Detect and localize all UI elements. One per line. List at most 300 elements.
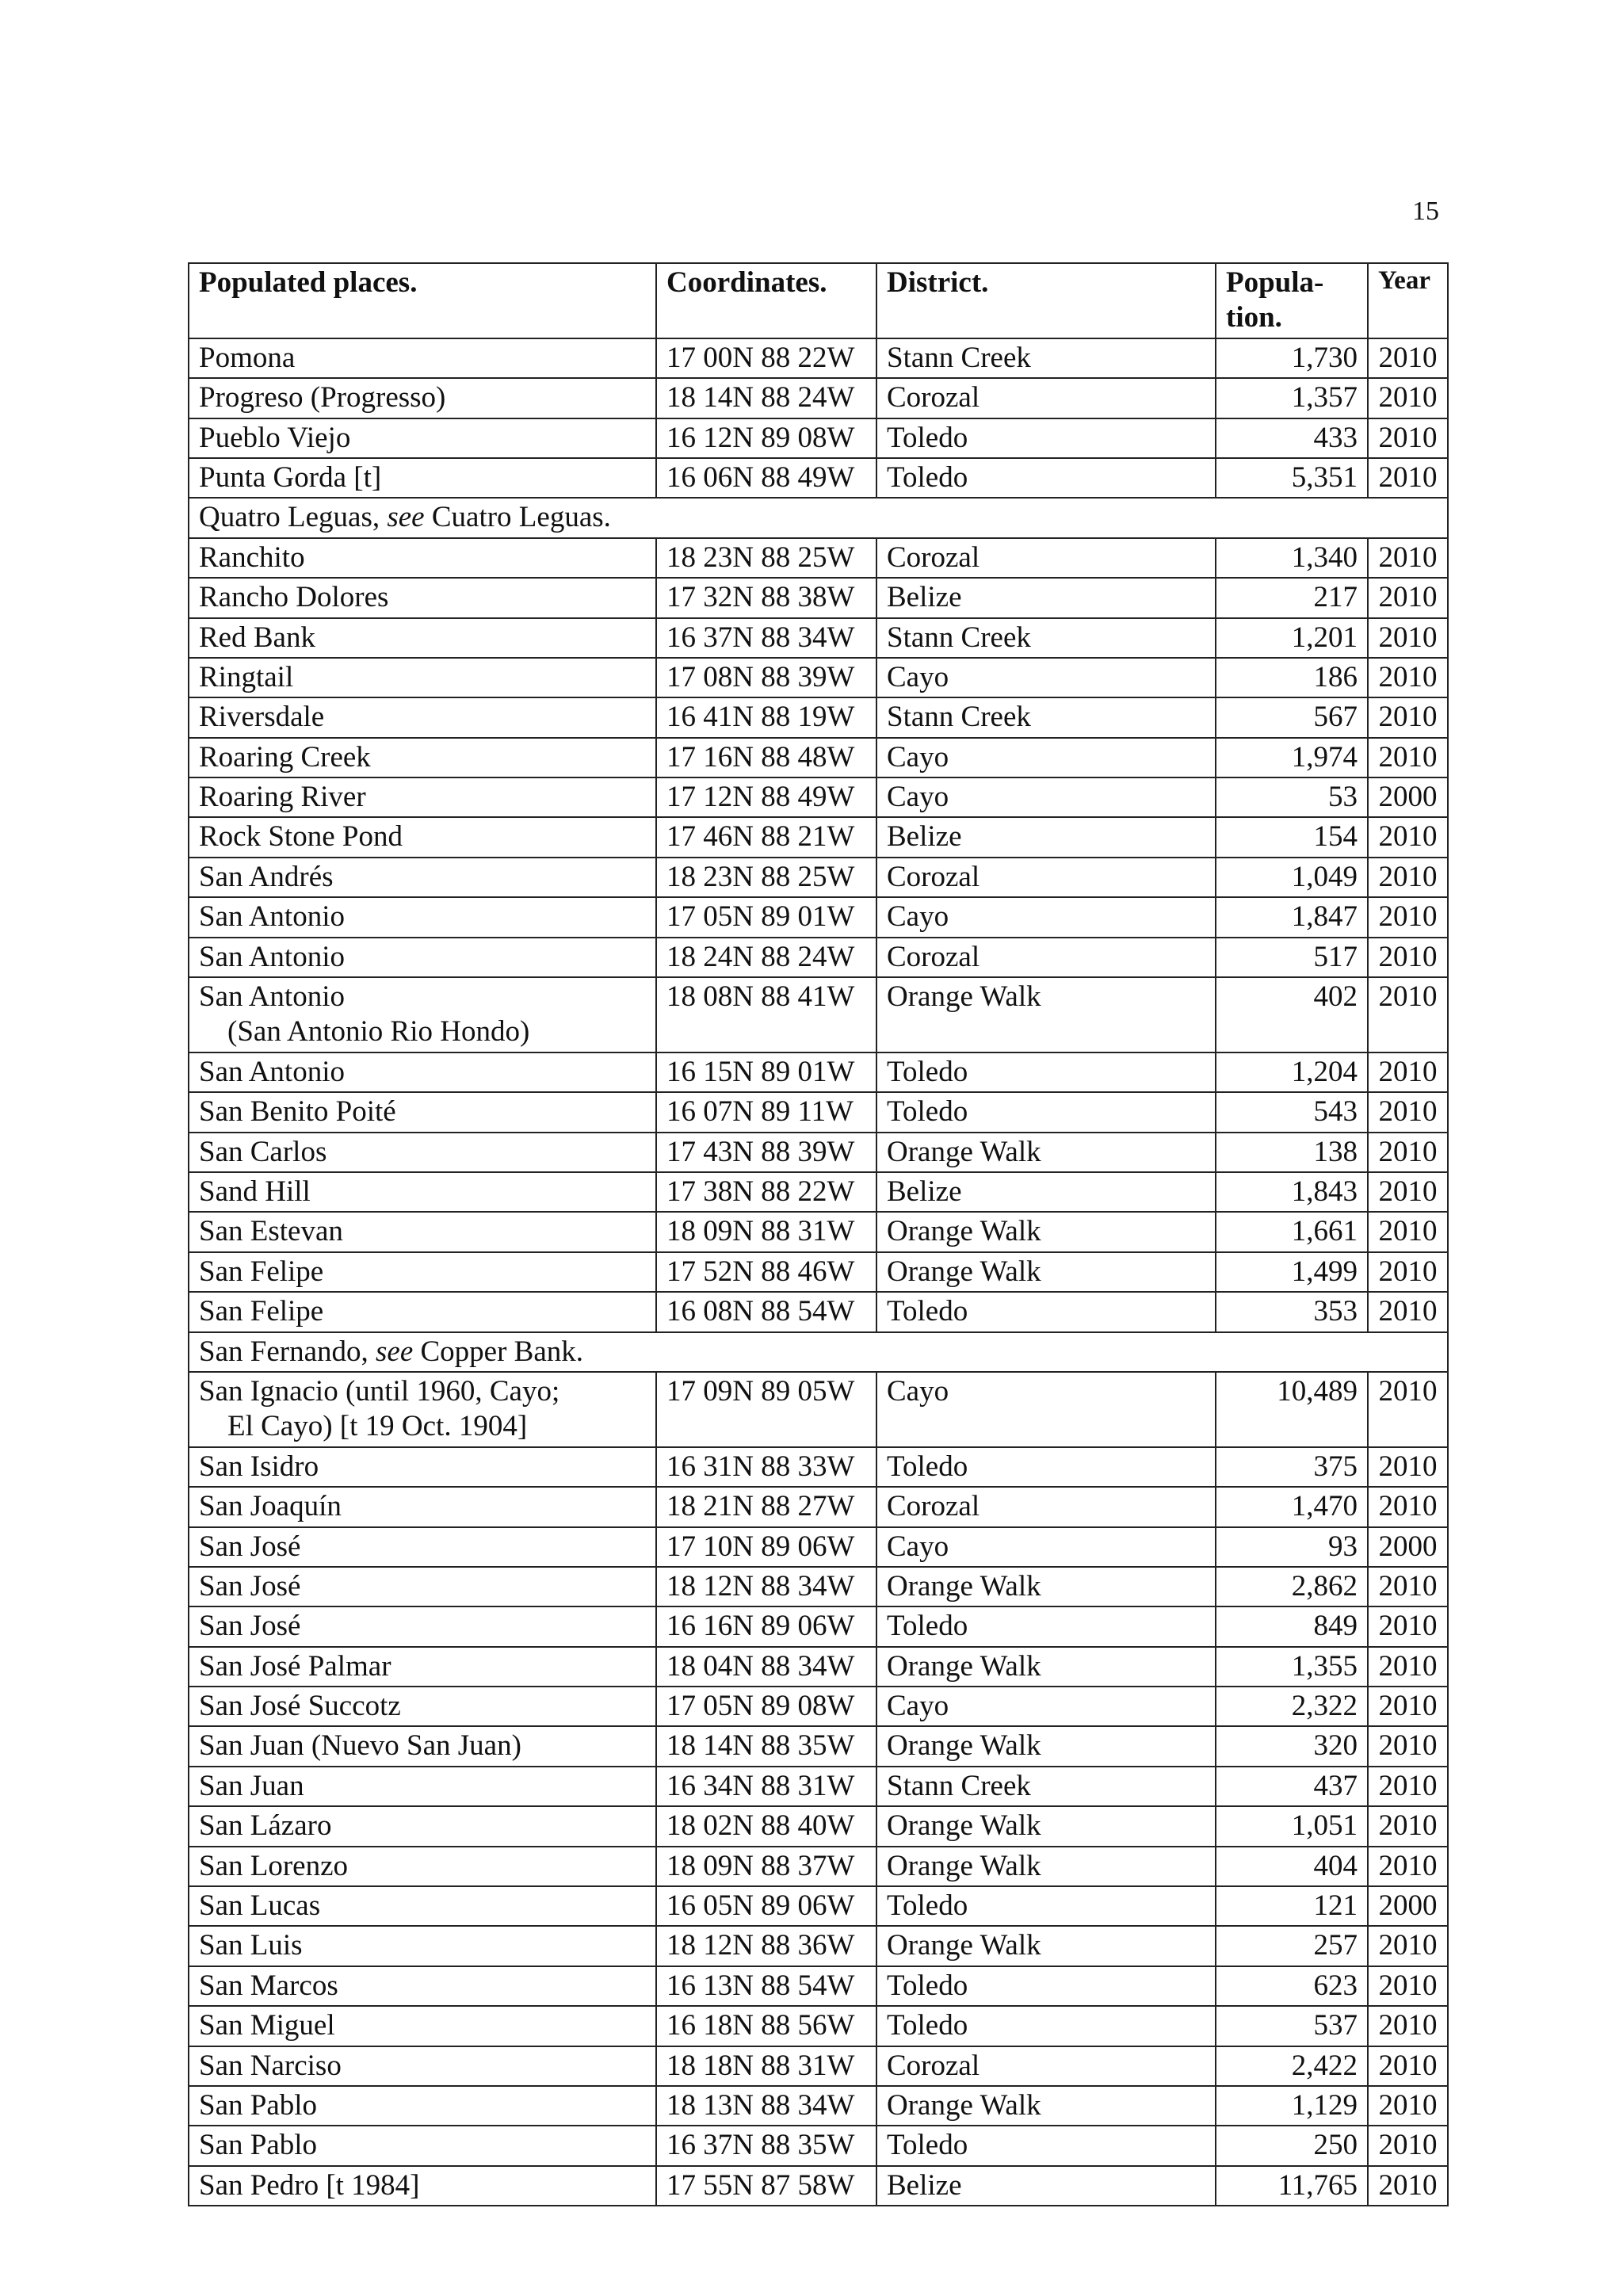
place-name: San José xyxy=(199,1530,301,1563)
district-cell: Stann Creek xyxy=(876,697,1216,737)
place-name: San Marcos xyxy=(199,1969,338,2002)
coordinates-cell: 16 15N 89 01W xyxy=(656,1052,876,1092)
year-cell: 2000 xyxy=(1368,1886,1448,1926)
population-cell: 1,355 xyxy=(1216,1647,1368,1687)
year-cell: 2010 xyxy=(1368,458,1448,498)
place-name: San Lorenzo xyxy=(199,1849,349,1882)
place-name-cell xyxy=(189,538,656,578)
place-name: San Narciso xyxy=(199,2049,342,2082)
cross-reference-place: Quatro Leguas, xyxy=(199,501,388,534)
table-row xyxy=(189,378,1448,418)
coordinates-cell: 16 41N 88 19W xyxy=(656,697,876,737)
population-cell: 5,351 xyxy=(1216,458,1368,498)
year-cell: 2010 xyxy=(1368,1372,1448,1447)
year-cell: 2010 xyxy=(1368,1092,1448,1132)
cross-reference-text xyxy=(189,498,1448,537)
table-header-row xyxy=(189,263,1448,338)
place-name-cell xyxy=(189,1292,656,1331)
population-cell: 1,730 xyxy=(1216,338,1368,378)
place-name: Roaring Creek xyxy=(199,740,371,774)
cross-reference-row xyxy=(189,498,1448,537)
district-cell: Corozal xyxy=(876,2046,1216,2086)
population-cell: 567 xyxy=(1216,697,1368,737)
place-name-continuation: (San Antonio Rio Hondo) xyxy=(227,1015,530,1049)
place-name-cell xyxy=(189,858,656,897)
table-row xyxy=(189,938,1448,977)
population-cell: 1,661 xyxy=(1216,1212,1368,1251)
district-cell: Cayo xyxy=(876,897,1216,937)
place-name-cell xyxy=(189,338,656,378)
table-body xyxy=(189,338,1448,2206)
coordinates-cell: 17 46N 88 21W xyxy=(656,817,876,857)
place-name: Pueblo Viejo xyxy=(199,421,351,454)
year-cell: 2010 xyxy=(1368,1647,1448,1687)
table-row xyxy=(189,1252,1448,1292)
coordinates-cell: 16 13N 88 54W xyxy=(656,1966,876,2006)
place-name-cell xyxy=(189,2166,656,2206)
population-cell: 121 xyxy=(1216,1886,1368,1926)
population-cell: 1,051 xyxy=(1216,1806,1368,1846)
table-row xyxy=(189,738,1448,777)
population-cell: 1,974 xyxy=(1216,738,1368,777)
coordinates-cell: 18 12N 88 36W xyxy=(656,1926,876,1966)
table-row xyxy=(189,1447,1448,1487)
population-cell: 1,129 xyxy=(1216,2086,1368,2126)
district-cell: Orange Walk xyxy=(876,1647,1216,1687)
district-cell: Toledo xyxy=(876,1052,1216,1092)
district-cell: Corozal xyxy=(876,538,1216,578)
district-cell: Orange Walk xyxy=(876,1806,1216,1846)
district-cell: Stann Creek xyxy=(876,618,1216,658)
place-name: Ringtail xyxy=(199,660,294,693)
coordinates-cell: 16 16N 89 06W xyxy=(656,1606,876,1646)
coordinates-cell: 16 05N 89 06W xyxy=(656,1886,876,1926)
place-name-cell xyxy=(189,1966,656,2006)
population-cell: 138 xyxy=(1216,1133,1368,1172)
table-row xyxy=(189,977,1448,1052)
table-row xyxy=(189,1212,1448,1251)
place-name-cell xyxy=(189,1372,656,1447)
coordinates-cell: 18 24N 88 24W xyxy=(656,938,876,977)
header-coordinates: Coordinates. xyxy=(656,263,876,338)
place-name-cell xyxy=(189,578,656,617)
place-name: Riversdale xyxy=(199,701,325,734)
district-cell: Cayo xyxy=(876,777,1216,817)
header-place: Populated places. xyxy=(189,263,656,338)
district-cell: Belize xyxy=(876,1172,1216,1212)
cross-reference-row xyxy=(189,1332,1448,1372)
population-cell: 154 xyxy=(1216,817,1368,857)
year-cell: 2010 xyxy=(1368,1806,1448,1846)
table-row xyxy=(189,1527,1448,1567)
year-cell: 2010 xyxy=(1368,658,1448,697)
place-name: San Lázaro xyxy=(199,1809,332,1843)
place-name: San Felipe xyxy=(199,1255,324,1288)
table-row xyxy=(189,1806,1448,1846)
table-row xyxy=(189,1886,1448,1926)
place-name: Roaring River xyxy=(199,781,366,814)
year-cell: 2000 xyxy=(1368,1527,1448,1567)
coordinates-cell: 18 08N 88 41W xyxy=(656,977,876,1052)
coordinates-cell: 17 08N 88 39W xyxy=(656,658,876,697)
table-row xyxy=(189,858,1448,897)
table-row xyxy=(189,538,1448,578)
district-cell: Cayo xyxy=(876,738,1216,777)
district-cell: Stann Creek xyxy=(876,338,1216,378)
district-cell: Cayo xyxy=(876,1687,1216,1726)
year-cell: 2010 xyxy=(1368,1966,1448,2006)
population-cell: 623 xyxy=(1216,1966,1368,2006)
district-cell: Cayo xyxy=(876,1527,1216,1567)
population-cell: 1,357 xyxy=(1216,378,1368,418)
place-name: San Joaquín xyxy=(199,1490,342,1523)
year-cell: 2010 xyxy=(1368,938,1448,977)
population-cell: 402 xyxy=(1216,977,1368,1052)
year-cell: 2010 xyxy=(1368,1447,1448,1487)
district-cell: Corozal xyxy=(876,858,1216,897)
place-name: San Andrés xyxy=(199,860,334,893)
population-cell: 404 xyxy=(1216,1847,1368,1886)
year-cell: 2010 xyxy=(1368,1487,1448,1526)
coordinates-cell: 17 05N 89 01W xyxy=(656,897,876,937)
coordinates-cell: 18 23N 88 25W xyxy=(656,858,876,897)
place-name: San Carlos xyxy=(199,1135,327,1168)
year-cell: 2010 xyxy=(1368,1252,1448,1292)
place-name: Rancho Dolores xyxy=(199,581,389,614)
table-row xyxy=(189,1847,1448,1886)
table-row xyxy=(189,1487,1448,1526)
place-name-cell xyxy=(189,1447,656,1487)
place-name: San Juan (Nuevo San Juan) xyxy=(199,1729,521,1763)
population-cell: 437 xyxy=(1216,1767,1368,1806)
place-name-cell xyxy=(189,658,656,697)
population-cell: 433 xyxy=(1216,418,1368,458)
place-name: San José xyxy=(199,1610,301,1643)
population-cell: 1,340 xyxy=(1216,538,1368,578)
district-cell: Toledo xyxy=(876,1092,1216,1132)
table-row xyxy=(189,338,1448,378)
place-name-cell xyxy=(189,1092,656,1132)
population-cell: 537 xyxy=(1216,2006,1368,2046)
place-name-cell xyxy=(189,1847,656,1886)
place-name-continuation: El Cayo) [t 19 Oct. 1904] xyxy=(227,1410,528,1443)
table-row xyxy=(189,618,1448,658)
year-cell: 2010 xyxy=(1368,697,1448,737)
coordinates-cell: 17 09N 89 05W xyxy=(656,1372,876,1447)
header-year: Year xyxy=(1368,263,1448,338)
table-row xyxy=(189,1372,1448,1447)
year-cell: 2010 xyxy=(1368,1847,1448,1886)
coordinates-cell: 18 14N 88 35W xyxy=(656,1726,876,1766)
place-name-cell xyxy=(189,1212,656,1251)
coordinates-cell: 18 04N 88 34W xyxy=(656,1647,876,1687)
place-name: San Antonio xyxy=(199,940,345,973)
coordinates-cell: 17 43N 88 39W xyxy=(656,1133,876,1172)
population-cell: 1,470 xyxy=(1216,1487,1368,1526)
cross-reference-target: Copper Bank. xyxy=(413,1335,584,1368)
place-name-cell xyxy=(189,1767,656,1806)
district-cell: Corozal xyxy=(876,1487,1216,1526)
year-cell: 2010 xyxy=(1368,1926,1448,1966)
table-row xyxy=(189,658,1448,697)
population-cell: 53 xyxy=(1216,777,1368,817)
place-name-cell xyxy=(189,458,656,498)
table-row xyxy=(189,1133,1448,1172)
population-cell: 257 xyxy=(1216,1926,1368,1966)
coordinates-cell: 16 37N 88 34W xyxy=(656,618,876,658)
place-name: San José Palmar xyxy=(199,1649,391,1683)
coordinates-cell: 18 21N 88 27W xyxy=(656,1487,876,1526)
table-row xyxy=(189,578,1448,617)
place-name-cell xyxy=(189,1527,656,1567)
coordinates-cell: 16 08N 88 54W xyxy=(656,1292,876,1331)
cross-reference-target: Cuatro Leguas. xyxy=(424,501,611,534)
year-cell: 2010 xyxy=(1368,897,1448,937)
year-cell: 2010 xyxy=(1368,578,1448,617)
place-name-cell xyxy=(189,1252,656,1292)
table-row xyxy=(189,897,1448,937)
table-row xyxy=(189,1926,1448,1966)
population-cell: 2,862 xyxy=(1216,1567,1368,1606)
year-cell: 2010 xyxy=(1368,2166,1448,2206)
populated-places-table xyxy=(188,262,1449,2206)
coordinates-cell: 18 09N 88 37W xyxy=(656,1847,876,1886)
place-name-cell xyxy=(189,1886,656,1926)
year-cell: 2010 xyxy=(1368,1292,1448,1331)
coordinates-cell: 18 14N 88 24W xyxy=(656,378,876,418)
year-cell: 2010 xyxy=(1368,338,1448,378)
place-name-cell xyxy=(189,2126,656,2165)
place-name-cell xyxy=(189,777,656,817)
table-row xyxy=(189,697,1448,737)
coordinates-cell: 16 31N 88 33W xyxy=(656,1447,876,1487)
table-row xyxy=(189,458,1448,498)
population-cell: 1,201 xyxy=(1216,618,1368,658)
place-name: San Miguel xyxy=(199,2009,335,2042)
district-cell: Orange Walk xyxy=(876,1926,1216,1966)
place-name-cell xyxy=(189,378,656,418)
place-name-cell xyxy=(189,738,656,777)
year-cell: 2010 xyxy=(1368,1212,1448,1251)
year-cell: 2010 xyxy=(1368,2006,1448,2046)
table-row xyxy=(189,1092,1448,1132)
place-name-cell xyxy=(189,817,656,857)
coordinates-cell: 16 06N 88 49W xyxy=(656,458,876,498)
place-name: San Pablo xyxy=(199,2088,318,2122)
place-name-cell xyxy=(189,418,656,458)
district-cell: Toledo xyxy=(876,1966,1216,2006)
place-name-cell xyxy=(189,618,656,658)
table-row xyxy=(189,418,1448,458)
coordinates-cell: 18 09N 88 31W xyxy=(656,1212,876,1251)
population-cell: 320 xyxy=(1216,1726,1368,1766)
year-cell: 2010 xyxy=(1368,1606,1448,1646)
header-district: District. xyxy=(876,263,1216,338)
place-name-cell xyxy=(189,1726,656,1766)
place-name-cell xyxy=(189,1567,656,1606)
coordinates-cell: 17 52N 88 46W xyxy=(656,1252,876,1292)
table-row xyxy=(189,2126,1448,2165)
population-cell: 217 xyxy=(1216,578,1368,617)
district-cell: Orange Walk xyxy=(876,1567,1216,1606)
place-name: San José xyxy=(199,1569,301,1603)
place-name: San Estevan xyxy=(199,1215,343,1248)
population-cell: 1,499 xyxy=(1216,1252,1368,1292)
table-row xyxy=(189,2086,1448,2126)
place-name-cell xyxy=(189,1647,656,1687)
population-cell: 186 xyxy=(1216,658,1368,697)
table-row xyxy=(189,2166,1448,2206)
place-name: Rock Stone Pond xyxy=(199,820,403,854)
district-cell: Toledo xyxy=(876,1447,1216,1487)
coordinates-cell: 16 18N 88 56W xyxy=(656,2006,876,2046)
year-cell: 2010 xyxy=(1368,538,1448,578)
place-name-cell xyxy=(189,697,656,737)
place-name-cell xyxy=(189,1606,656,1646)
year-cell: 2010 xyxy=(1368,858,1448,897)
place-name: Ranchito xyxy=(199,541,305,574)
coordinates-cell: 18 18N 88 31W xyxy=(656,2046,876,2086)
cross-reference-see: see xyxy=(376,1335,414,1368)
table-row xyxy=(189,1052,1448,1092)
population-cell: 543 xyxy=(1216,1092,1368,1132)
district-cell: Corozal xyxy=(876,938,1216,977)
population-cell: 375 xyxy=(1216,1447,1368,1487)
table-row xyxy=(189,1726,1448,1766)
coordinates-cell: 18 13N 88 34W xyxy=(656,2086,876,2126)
place-name: San José Succotz xyxy=(199,1690,401,1723)
place-name-cell xyxy=(189,1926,656,1966)
place-name-cell xyxy=(189,1487,656,1526)
place-name-cell xyxy=(189,938,656,977)
year-cell: 2010 xyxy=(1368,1687,1448,1726)
table-row xyxy=(189,1606,1448,1646)
place-name: San Ignacio (until 1960, Cayo; xyxy=(199,1374,560,1408)
place-name: Pomona xyxy=(199,341,296,374)
year-cell: 2010 xyxy=(1368,977,1448,1052)
population-cell: 1,847 xyxy=(1216,897,1368,937)
table-row xyxy=(189,1567,1448,1606)
year-cell: 2010 xyxy=(1368,1172,1448,1212)
place-name-cell xyxy=(189,1687,656,1726)
district-cell: Orange Walk xyxy=(876,1847,1216,1886)
district-cell: Toledo xyxy=(876,1886,1216,1926)
district-cell: Toledo xyxy=(876,418,1216,458)
population-cell: 10,489 xyxy=(1216,1372,1368,1447)
district-cell: Belize xyxy=(876,2166,1216,2206)
coordinates-cell: 17 10N 89 06W xyxy=(656,1527,876,1567)
district-cell: Orange Walk xyxy=(876,2086,1216,2126)
coordinates-cell: 17 38N 88 22W xyxy=(656,1172,876,1212)
header-population: Popula-tion. xyxy=(1216,263,1368,338)
table-row xyxy=(189,1172,1448,1212)
year-cell: 2010 xyxy=(1368,1133,1448,1172)
year-cell: 2010 xyxy=(1368,2086,1448,2126)
district-cell: Orange Walk xyxy=(876,977,1216,1052)
place-name: San Benito Poité xyxy=(199,1095,396,1129)
cross-reference-place: San Fernando, xyxy=(199,1335,376,1368)
table-row xyxy=(189,1292,1448,1331)
year-cell: 2010 xyxy=(1368,1767,1448,1806)
district-cell: Toledo xyxy=(876,458,1216,498)
district-cell: Belize xyxy=(876,817,1216,857)
district-cell: Orange Walk xyxy=(876,1726,1216,1766)
place-name: Punta Gorda [t] xyxy=(199,460,382,494)
place-name: San Felipe xyxy=(199,1295,324,1328)
place-name: San Juan xyxy=(199,1769,304,1802)
coordinates-cell: 18 12N 88 34W xyxy=(656,1567,876,1606)
year-cell: 2010 xyxy=(1368,618,1448,658)
place-name-cell xyxy=(189,2006,656,2046)
place-name-cell xyxy=(189,1133,656,1172)
place-name: San Pablo xyxy=(199,2129,318,2162)
coordinates-cell: 16 37N 88 35W xyxy=(656,2126,876,2165)
population-cell: 1,204 xyxy=(1216,1052,1368,1092)
coordinates-cell: 17 00N 88 22W xyxy=(656,338,876,378)
population-cell: 1,843 xyxy=(1216,1172,1368,1212)
coordinates-cell: 17 12N 88 49W xyxy=(656,777,876,817)
population-cell: 250 xyxy=(1216,2126,1368,2165)
population-cell: 2,422 xyxy=(1216,2046,1368,2086)
table-row xyxy=(189,1687,1448,1726)
place-name: Sand Hill xyxy=(199,1175,311,1208)
district-cell: Toledo xyxy=(876,2006,1216,2046)
year-cell: 2010 xyxy=(1368,418,1448,458)
coordinates-cell: 17 05N 89 08W xyxy=(656,1687,876,1726)
place-name-cell xyxy=(189,2046,656,2086)
coordinates-cell: 18 02N 88 40W xyxy=(656,1806,876,1846)
population-cell: 2,322 xyxy=(1216,1687,1368,1726)
place-name: San Antonio xyxy=(199,900,345,934)
year-cell: 2010 xyxy=(1368,2046,1448,2086)
year-cell: 2010 xyxy=(1368,378,1448,418)
page-number: 15 xyxy=(1412,197,1439,226)
district-cell: Orange Walk xyxy=(876,1212,1216,1251)
year-cell: 2010 xyxy=(1368,1567,1448,1606)
population-cell: 93 xyxy=(1216,1527,1368,1567)
coordinates-cell: 16 07N 89 11W xyxy=(656,1092,876,1132)
cross-reference-text xyxy=(189,1332,1448,1372)
year-cell: 2010 xyxy=(1368,1052,1448,1092)
place-name: San Antonio xyxy=(199,980,345,1014)
coordinates-cell: 17 16N 88 48W xyxy=(656,738,876,777)
place-name-cell xyxy=(189,2086,656,2126)
district-cell: Toledo xyxy=(876,1606,1216,1646)
place-name: San Lucas xyxy=(199,1889,321,1923)
coordinates-cell: 16 34N 88 31W xyxy=(656,1767,876,1806)
table-row xyxy=(189,1767,1448,1806)
coordinates-cell: 16 12N 89 08W xyxy=(656,418,876,458)
table-row xyxy=(189,1966,1448,2006)
place-name: San Isidro xyxy=(199,1450,319,1483)
table-row xyxy=(189,817,1448,857)
table-row xyxy=(189,2046,1448,2086)
population-cell: 517 xyxy=(1216,938,1368,977)
population-cell: 353 xyxy=(1216,1292,1368,1331)
year-cell: 2010 xyxy=(1368,1726,1448,1766)
population-cell: 849 xyxy=(1216,1606,1368,1646)
year-cell: 2010 xyxy=(1368,2126,1448,2165)
year-cell: 2010 xyxy=(1368,817,1448,857)
place-name-cell xyxy=(189,1806,656,1846)
place-name: Progreso (Progresso) xyxy=(199,381,446,415)
district-cell: Toledo xyxy=(876,1292,1216,1331)
place-name-cell xyxy=(189,897,656,937)
district-cell: Cayo xyxy=(876,1372,1216,1447)
year-cell: 2000 xyxy=(1368,777,1448,817)
table-row xyxy=(189,777,1448,817)
table-row xyxy=(189,1647,1448,1687)
